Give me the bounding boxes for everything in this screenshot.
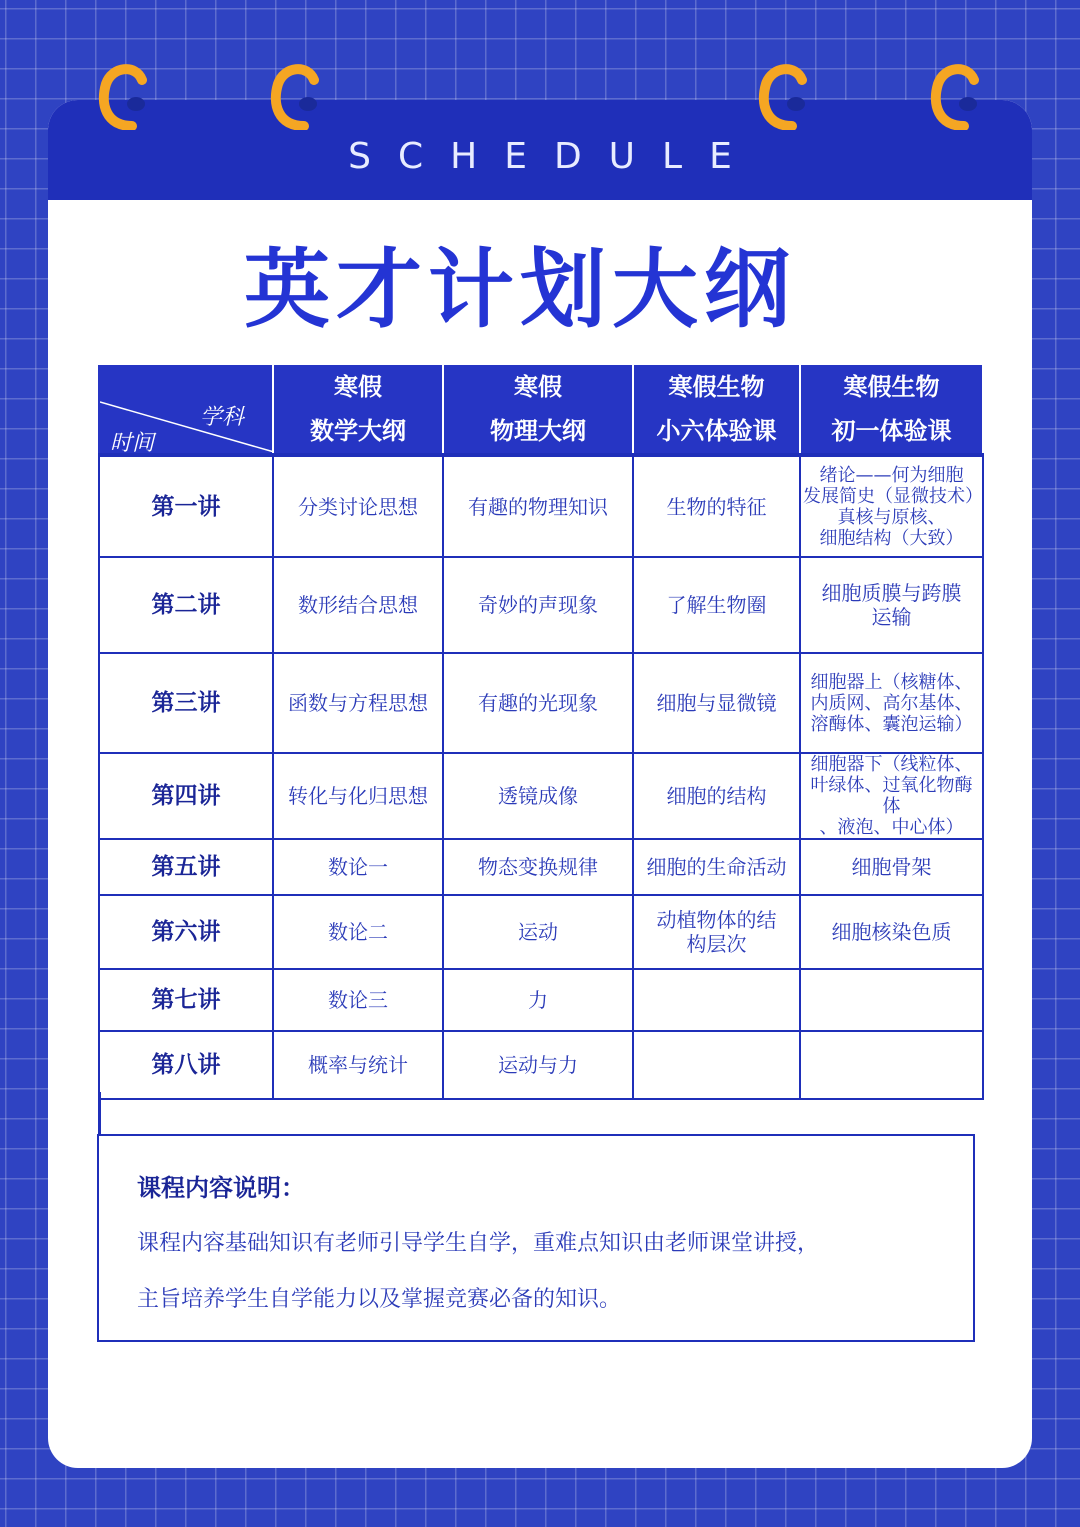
column-header-physics — [443, 364, 633, 455]
course-notes-box — [97, 1134, 975, 1342]
corner-time-label: 时间 — [110, 431, 155, 452]
binder-ring-3 — [756, 60, 816, 130]
bio7-line: 、液泡、中心体） — [819, 817, 964, 838]
table-row — [99, 1031, 983, 1099]
lecture-label: 第七讲 — [99, 969, 273, 1031]
binder-ring-1 — [96, 60, 156, 130]
math-cell: 数论一 — [273, 839, 443, 895]
bio7-cell — [800, 753, 983, 839]
bio7-line: 细胞结构（大致） — [819, 527, 964, 549]
column-header-bio-grade6 — [633, 364, 800, 455]
column-header-bio-grade7 — [800, 364, 983, 455]
bio6-cell: 细胞的生命活动 — [633, 839, 800, 895]
schedule-table — [98, 363, 984, 1100]
lecture-label: 第六讲 — [99, 895, 273, 969]
math-cell: 数形结合思想 — [273, 557, 443, 653]
table-row — [99, 653, 983, 753]
math-cell: 数论二 — [273, 895, 443, 969]
physics-cell: 有趣的物理知识 — [443, 455, 633, 557]
column-header-line: 小六体验课 — [656, 417, 777, 445]
bio6-cell: 动植物体的结构层次 — [633, 895, 800, 969]
math-cell: 概率与统计 — [273, 1031, 443, 1099]
physics-cell: 有趣的光现象 — [443, 653, 633, 753]
bio7-line: 真核与原核、 — [837, 506, 946, 528]
card-header — [48, 100, 1032, 200]
bio7-line: 叶绿体、过氧化物酶体 — [810, 775, 973, 817]
math-cell: 函数与方程思想 — [273, 653, 443, 753]
corner-cell — [99, 364, 273, 455]
table-row — [99, 839, 983, 895]
bio7-line: 细胞骨架 — [851, 855, 932, 879]
lecture-label: 第二讲 — [99, 557, 273, 653]
table-tail-divider — [98, 1092, 101, 1136]
math-cell: 数论三 — [273, 969, 443, 1031]
bio7-cell — [800, 839, 983, 895]
bio7-cell — [800, 969, 983, 1031]
table-row — [99, 557, 983, 653]
bio7-line: 细胞核染色质 — [831, 920, 952, 944]
physics-cell: 奇妙的声现象 — [443, 557, 633, 653]
corner-subject-label: 学科 — [199, 405, 244, 430]
column-header-math — [273, 364, 443, 455]
physics-cell: 透镜成像 — [443, 753, 633, 839]
bio6-cell: 细胞的结构 — [633, 753, 800, 839]
column-header-line: 寒假生物 — [668, 373, 765, 401]
bio7-line: 内质网、高尔基体、 — [810, 692, 973, 714]
binder-ring-2 — [268, 60, 328, 130]
bio7-line: 发展简史（显微技术） — [803, 485, 983, 507]
physics-cell: 运动 — [443, 895, 633, 969]
physics-cell: 运动与力 — [443, 1031, 633, 1099]
physics-cell: 物态变换规律 — [443, 839, 633, 895]
physics-cell: 力 — [443, 969, 633, 1031]
column-header-line: 数学大纲 — [310, 417, 406, 445]
bio6-cell: 细胞与显微镜 — [633, 653, 800, 753]
column-header-line: 寒假 — [514, 373, 562, 401]
bio7-line: 细胞器上（核糖体、 — [810, 671, 973, 693]
lecture-label: 第八讲 — [99, 1031, 273, 1099]
page-title: 英才计划大纲 — [244, 240, 796, 340]
bio7-line: 细胞质膜与跨膜 — [821, 581, 962, 605]
bio6-cell: 生物的特征 — [633, 455, 800, 557]
bio7-line: 溶酶体、囊泡运输） — [810, 713, 973, 735]
bio7-line: 细胞器下（线粒体、 — [810, 754, 973, 775]
table-row — [99, 895, 983, 969]
lecture-label: 第五讲 — [99, 839, 273, 895]
notes-title: 课程内容说明： — [137, 1174, 305, 1202]
column-header-line: 寒假生物 — [843, 373, 940, 401]
column-header-line: 物理大纲 — [490, 417, 586, 445]
lecture-label: 第三讲 — [99, 653, 273, 753]
binder-ring-4 — [928, 60, 988, 130]
math-cell: 转化与化归思想 — [273, 753, 443, 839]
notes-line-2: 主旨培养学生自学能力以及掌握竞赛必备的知识。 — [137, 1287, 622, 1312]
table-row — [99, 455, 983, 557]
lecture-label: 第一讲 — [99, 455, 273, 557]
table-row — [99, 753, 983, 839]
header-label: SCHEDULE — [348, 135, 759, 177]
bio7-cell — [800, 1031, 983, 1099]
column-header-line: 初一体验课 — [831, 417, 952, 445]
bio6-cell — [633, 969, 800, 1031]
bio7-line: 运输 — [871, 605, 912, 629]
bio7-line: 绪论——何为细胞 — [819, 464, 964, 486]
table-header-row — [99, 364, 983, 455]
column-header-line: 寒假 — [334, 373, 382, 401]
bio7-cell — [800, 455, 983, 557]
lecture-label: 第四讲 — [99, 753, 273, 839]
bio7-cell — [800, 557, 983, 653]
bio6-cell — [633, 1031, 800, 1099]
bio7-cell — [800, 653, 983, 753]
notes-line-1: 课程内容基础知识有老师引导学生自学，重难点知识由老师课堂讲授， — [137, 1231, 820, 1256]
bio6-cell: 了解生物圈 — [633, 557, 800, 653]
math-cell: 分类讨论思想 — [273, 455, 443, 557]
bio7-cell — [800, 895, 983, 969]
table-row — [99, 969, 983, 1031]
